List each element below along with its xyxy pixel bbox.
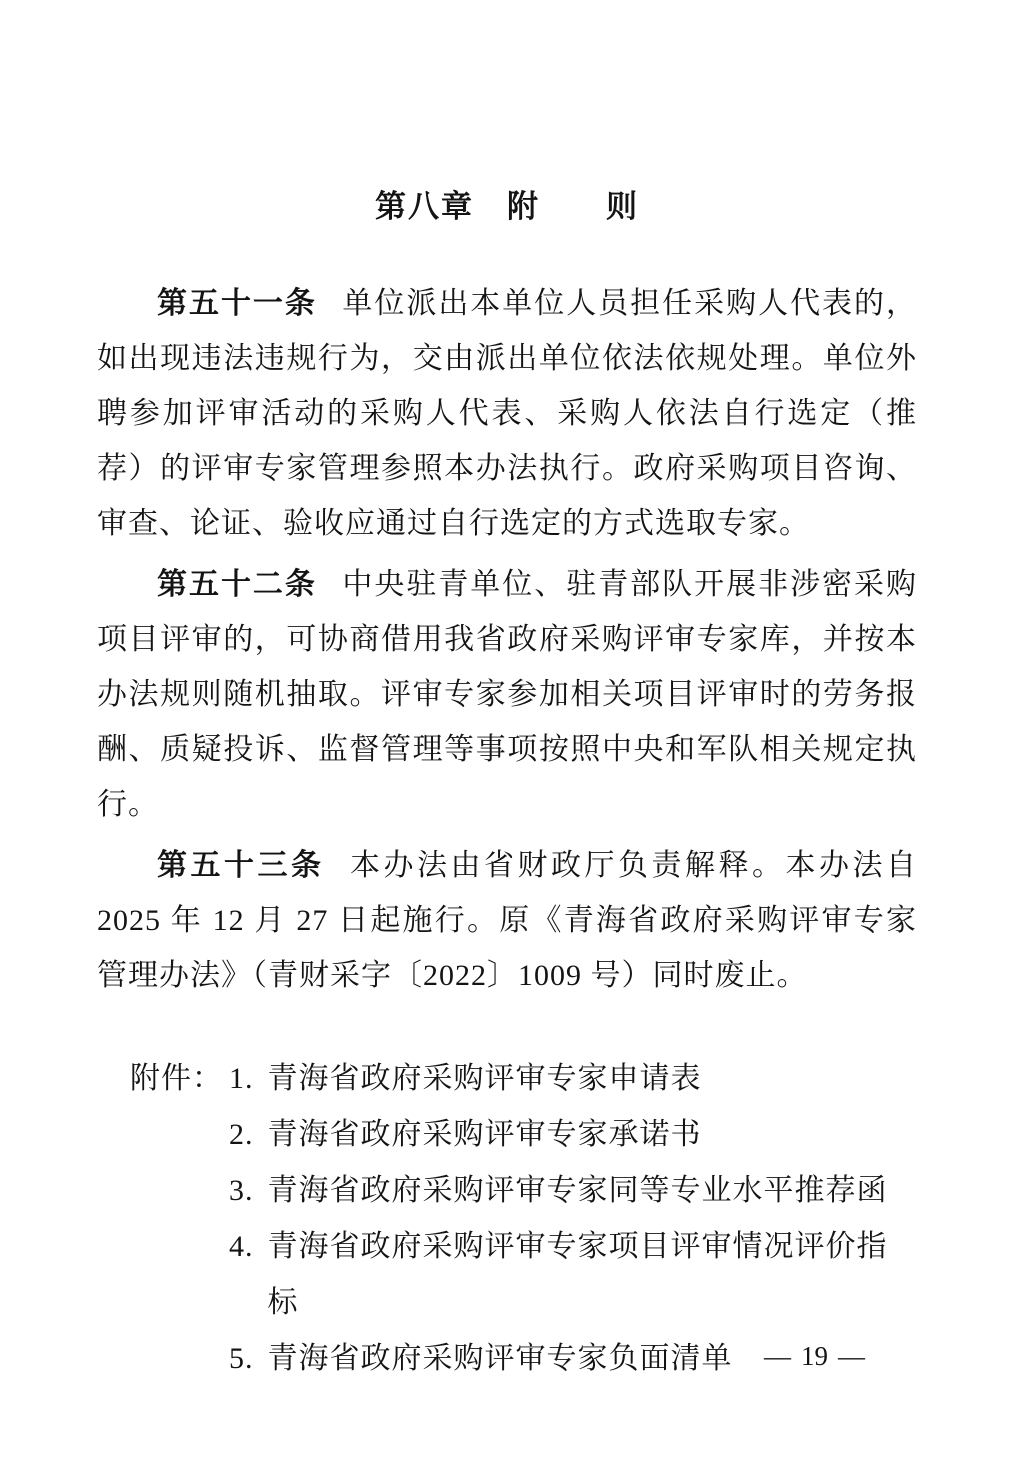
footer-right-dash: —: [838, 1341, 865, 1371]
article-51-paragraph: [97, 276, 917, 551]
attachment-4-title: 青海省政府采购评审专家项目评审情况评价指标: [267, 1230, 888, 1319]
article-52-paragraph: [97, 557, 917, 832]
attachment-5-number: 5.: [229, 1342, 254, 1375]
footer-left-dash: —: [764, 1341, 791, 1371]
article-51-text: 单位派出本单位人员担任采购人代表的，如出现违法违规行为，交由派出单位依法依规处理。单位外聘参加评审活动的采购人代表、采购人依法自行选定（推荐）的评审专家管理参照本办法执行。政府采购项目咨询、审查、论证、验收应通过自行选定的方式选取专家。: [97, 287, 918, 540]
article-53-text: 本办法由省财政厅负责解释。本办法自 2025 年 12 月 27 日起施行。原《青海省政府采购评审专家管理办法》（青财采字〔2022〕1009 号）同时废止。: [97, 849, 917, 992]
article-53-paragraph: [97, 838, 917, 1003]
attachment-1-number: 1.: [229, 1062, 254, 1095]
attachment-item-2: [229, 1107, 917, 1163]
attachments-label: 附件：: [130, 1062, 223, 1095]
attachment-item-4: [229, 1219, 917, 1331]
attachment-2-title: 青海省政府采购评审专家承诺书: [267, 1118, 702, 1151]
attachment-3-number: 3.: [229, 1174, 254, 1207]
attachment-4-number: 4.: [229, 1230, 254, 1263]
page-number: [754, 1336, 875, 1376]
footer-page-number-value: 19: [801, 1341, 828, 1371]
article-53-number: 第五十三条: [157, 849, 325, 882]
attachment-2-number: 2.: [229, 1118, 254, 1151]
chapter-title: 第八章 附 则: [375, 189, 639, 224]
article-51-number: 第五十一条: [157, 287, 317, 320]
attachment-5-title: 青海省政府采购评审专家负面清单: [267, 1342, 733, 1375]
attachment-1-title: 青海省政府采购评审专家申请表: [267, 1062, 702, 1095]
article-52-number: 第五十二条: [157, 568, 317, 601]
attachment-item-1: [229, 1051, 917, 1107]
article-52-text: 中央驻青单位、驻青部队开展非涉密采购项目评审的，可协商借用我省政府采购评审专家库，并按本办法规则随机抽取。评审专家参加相关项目评审时的劳务报酬、质疑投诉、监督管理等事项按照中央和军队相关规定执行。: [97, 568, 918, 821]
attachment-3-title: 青海省政府采购评审专家同等专业水平推荐函: [267, 1174, 888, 1207]
attachment-item-3: [229, 1163, 917, 1219]
